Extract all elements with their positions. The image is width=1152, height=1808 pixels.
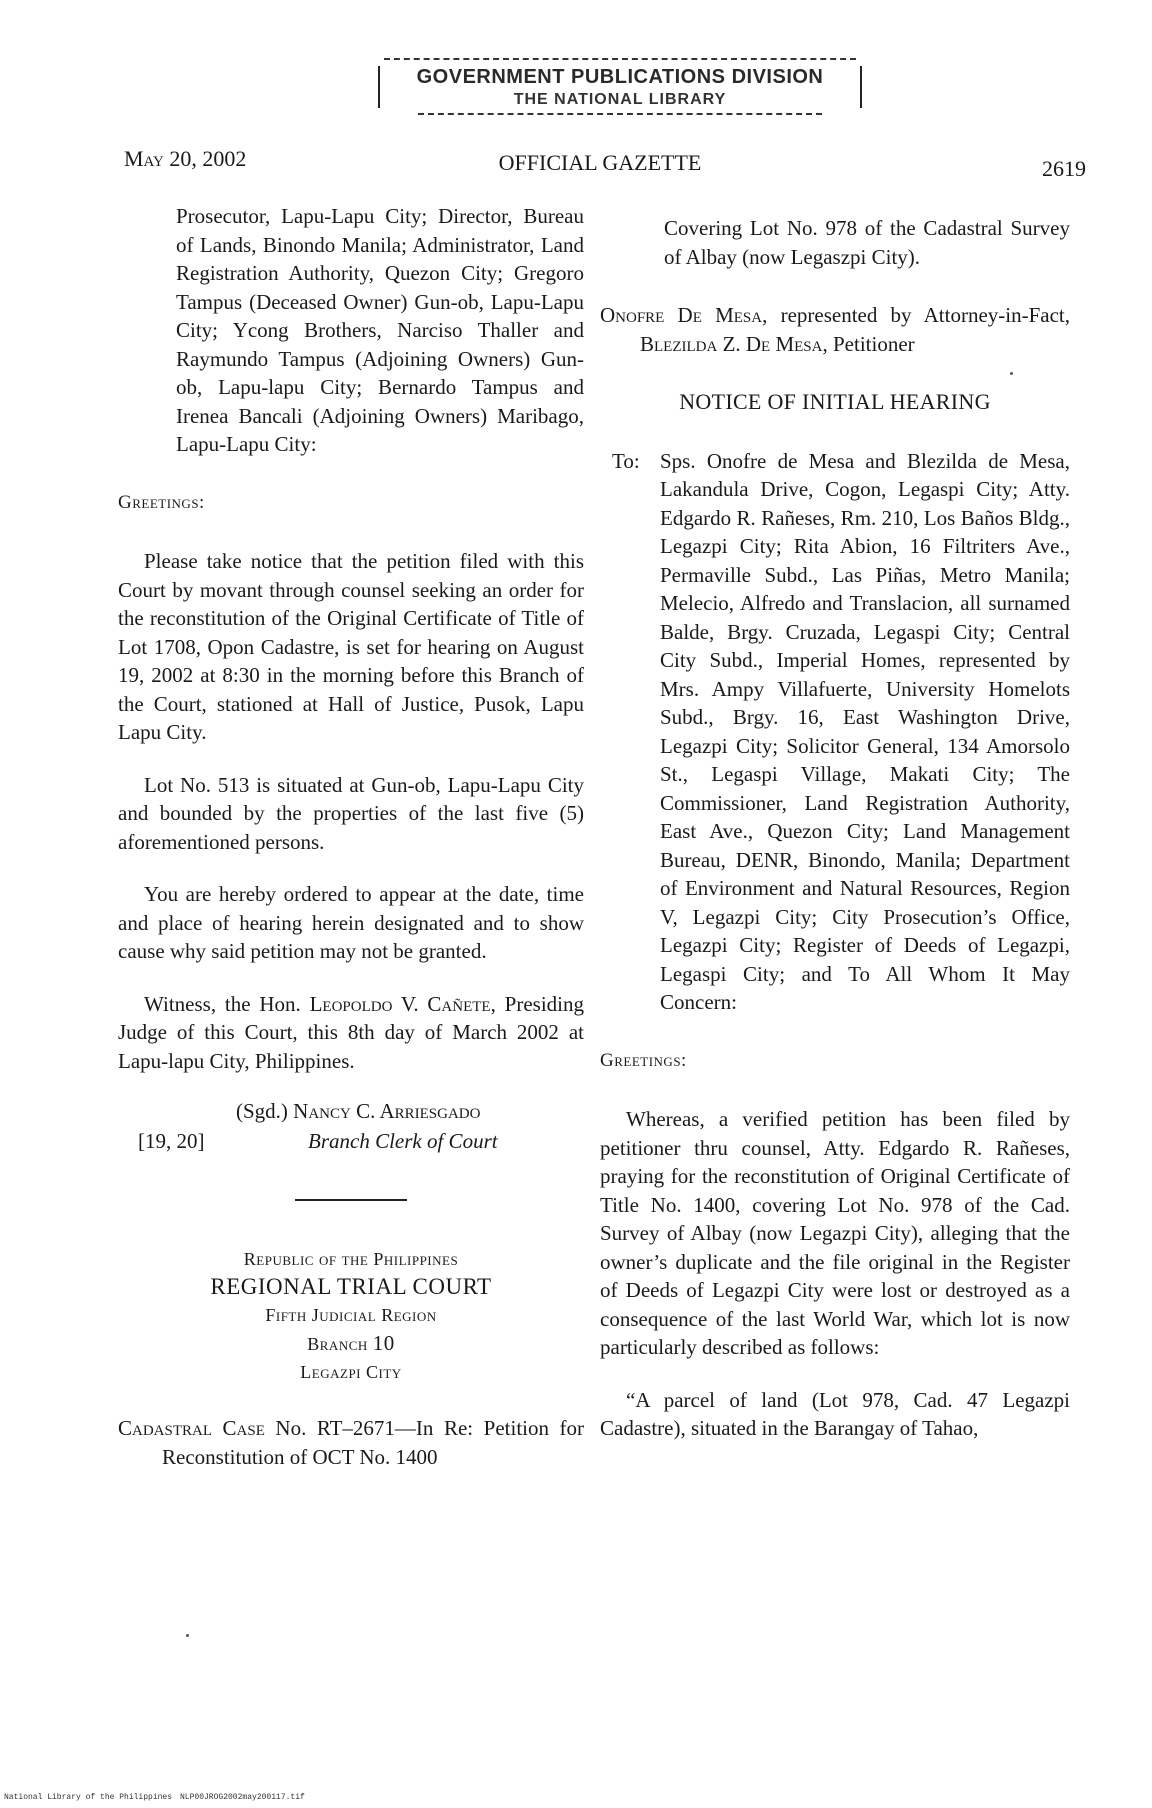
petitioner-end: , Petitioner: [822, 331, 915, 356]
stamp-division-text: GOVERNMENT PUBLICATIONS DIVISION: [416, 66, 824, 88]
court-header: [118, 1245, 584, 1386]
signed-marker: (Sgd.): [236, 1099, 294, 1123]
library-stamp: [378, 58, 862, 138]
court-name: REGIONAL TRIAL COURT: [210, 1274, 492, 1299]
case-continuation: Covering Lot No. 978 of the Cadastral Survey of Albay (now Legaszpi City).: [664, 216, 1070, 269]
signature-block: [118, 1097, 584, 1157]
left-column: [118, 202, 584, 1471]
greetings-heading-left: Greetings:: [118, 491, 205, 513]
issue-reference: [19, 20]: [138, 1129, 205, 1153]
petition-whereas-paragraph: Whereas, a verified petition has been filed by petitioner thru counsel, Atty. Edgardo R. Rañeses, praying for the reconstitution of Original Certificate of Title No. 1400, covering Lot No. 978 of the Cad. Survey of Albay (now Legazpi City), alleging that the owner’s duplicate and the file original in the Register of Deeds of Legazpi City were lost or destroyed as a consequence of the last World War, which lot is now particularly described as follows:: [600, 1107, 1070, 1359]
judicial-region: Fifth Judicial Region: [265, 1305, 437, 1325]
attorney-name: Blezilda Z. De Mesa: [640, 331, 823, 356]
scan-speck: [1010, 372, 1013, 375]
section-divider: [295, 1199, 407, 1201]
stamp-right-bar: [860, 66, 862, 108]
to-label: To:: [612, 448, 640, 473]
witness-rest: , Presiding Judge of this Court, this 8th day of March 2002 at Lapu-lapu City, Philippines.: [118, 991, 584, 1073]
judge-name: Leopoldo V. Cañete: [309, 991, 491, 1016]
lot-location-paragraph: Lot No. 513 is situated at Gun-ob, Lapu-Lapu City and bounded by the properties of the last five (5) aforementioned persons.: [118, 772, 584, 854]
greetings-heading-right: Greetings:: [600, 1049, 687, 1071]
recipients-continuation: Prosecutor, Lapu-Lapu City; Director, Bureau of Lands, Binondo Manila; Administrator, Land Registration Authority, Quezon City; Gregoro Tampus (Deceased Owner) Gun-ob, Lapu-Lapu City; Ycong Brothers, Narciso Thaller and Raymundo Tampus (Adjoining Owners) Gun-ob, Lapu-lapu City; Bernardo Tampus and Irenea Bancali (Adjoining Owners) Maribago, Lapu-Lapu City:: [176, 204, 584, 456]
case-label: Cadastral Case: [118, 1416, 265, 1440]
petitioner-line: [600, 301, 1070, 358]
scan-speck: [186, 1634, 189, 1637]
clerk-name: Nancy C. Arriesgado: [293, 1099, 481, 1123]
branch-number: 10: [372, 1331, 395, 1355]
cadastral-case-heading: [118, 1414, 584, 1471]
stamp-bottom-border: [418, 113, 822, 115]
page-number: 2619: [1042, 156, 1086, 181]
clerk-title: Branch Clerk of Court: [308, 1129, 498, 1153]
stamp-left-bar: [378, 66, 380, 108]
stamp-library-text: THE NATIONAL LIBRARY: [513, 91, 727, 108]
order-to-appear-paragraph: You are hereby ordered to appear at the date, time and place of hearing herein designated and to show cause why said petition may not be granted.: [118, 882, 584, 963]
addressees-list: Sps. Onofre de Mesa and Blezilda de Mesa, Lakandula Drive, Cogon, Legaspi City; Atty. Edgardo R. Rañeses, Rm. 210, Los Baños Bldg., Legazpi City; Rita Abion, 16 Filtriters Ave., Permaville Subd., Las Piñas, Metro Manila; Melecio, Alfredo and Translacion, all surnamed Balde, Brgy. Cruzada, Legaspi City; Central City Subd., Imperial Homes, represented by Mrs. Ampy Villafuerte, University Homelots Subd., Brgy. 16, East Washington Drive, Legazpi City; Solicitor General, 134 Amorsolo St., Legaspi Village, Makati City; The Commissioner, Land Registration Authority, East Ave., Quezon City; Land Management Bureau, DENR, Binondo, Manila; Department of Environment and Natural Resources, Region V, Legazpi City; City Prosecution’s Office, Legazpi City; Register of Deeds of Legazpi, Legaspi City; and To All Whom It May Concern:: [660, 448, 1070, 1014]
witness-intro: Witness, the Hon.: [144, 991, 310, 1016]
publication-title: OFFICIAL GAZETTE: [498, 150, 702, 175]
footer-source: National Library of the Philippines: [4, 1793, 173, 1802]
petitioner-mid: , represented by Attorney-in-Fact,: [762, 303, 1070, 327]
witness-paragraph: [118, 990, 584, 1076]
addressees-block: [600, 447, 1070, 1017]
stamp-top-border: [384, 58, 856, 60]
land-description-paragraph: “A parcel of land (Lot 978, Cad. 47 Legazpi Cadastre), situated in the Barangay of Tahao,: [600, 1387, 1070, 1440]
page-header: [0, 140, 1152, 180]
issue-date: May 20, 2002: [124, 146, 247, 171]
branch-line: [118, 1329, 584, 1358]
republic-line: Republic of the Philippines: [243, 1249, 459, 1269]
footer-file-id: NLP00JROG2002may200117.tif: [180, 1793, 305, 1802]
petitioner-name: Onofre De Mesa: [600, 303, 763, 327]
right-column: [600, 214, 1070, 1443]
case-text: No. RT–2671—In Re: Petition for Reconstitution of OCT No. 1400: [162, 1416, 585, 1469]
notice-title: NOTICE OF INITIAL HEARING: [679, 389, 991, 414]
signatory-line: [236, 1097, 480, 1126]
hearing-notice-paragraph: Please take notice that the petition filed with this Court by movant through counsel seeking an order for the reconstitution of the Original Certificate of Title of Lot 1708, Opon Cadastre, is set for hearing on August 19, 2002 at 8:30 in the morning before this Branch of the Court, stationed at Hall of Justice, Pusok, Lapu Lapu City.: [118, 549, 584, 744]
branch-label: Branch: [307, 1334, 373, 1354]
court-city: Legazpi City: [300, 1362, 402, 1382]
